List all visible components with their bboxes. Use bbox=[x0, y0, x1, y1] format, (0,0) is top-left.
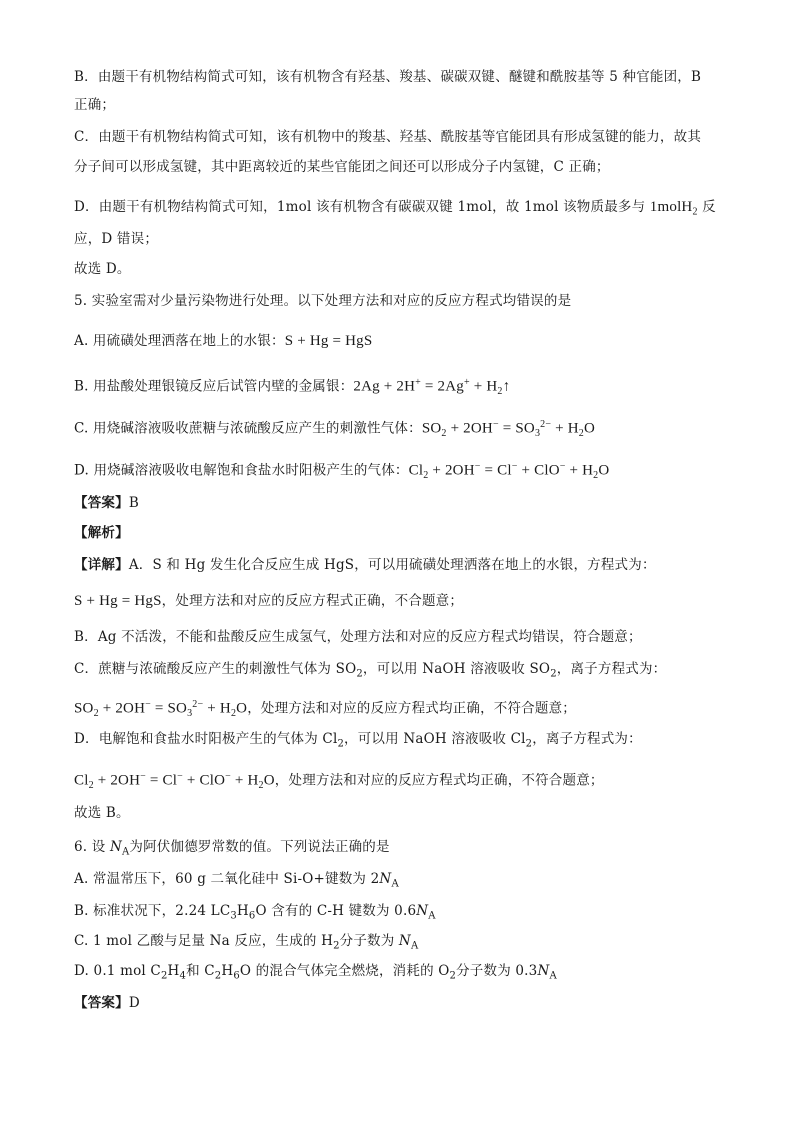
text-fragment: 故选 D。 bbox=[74, 261, 131, 277]
text-fragment: 故选 B。 bbox=[74, 805, 130, 821]
formula-fragment: O bbox=[598, 462, 610, 479]
text-fragment: 分子数为 bbox=[339, 933, 399, 949]
formula-fragment: O bbox=[236, 700, 248, 717]
text-line bbox=[74, 128, 701, 146]
text-fragment: B. 标准状况下，2.24 LC bbox=[74, 903, 231, 919]
text-fragment: A bbox=[410, 940, 419, 952]
formula-fragment: − bbox=[145, 699, 151, 710]
text-fragment: 正确； bbox=[74, 97, 116, 113]
text-line bbox=[74, 458, 609, 485]
formula-fragment: O bbox=[263, 772, 275, 789]
text-fragment: A bbox=[391, 878, 399, 890]
text-fragment: 2 bbox=[214, 970, 222, 982]
formula-fragment: Cl bbox=[408, 462, 424, 479]
formula-fragment: + 2OH bbox=[428, 462, 475, 479]
text-line bbox=[74, 932, 418, 956]
text-fragment: B bbox=[128, 495, 139, 511]
section-tag: 【答案】 bbox=[74, 995, 129, 1011]
text-fragment: O 的混合气体完全燃烧，消耗的 O bbox=[239, 963, 450, 979]
formula-fragment: Cl bbox=[74, 772, 89, 789]
text-line bbox=[74, 198, 716, 222]
text-line bbox=[74, 730, 642, 754]
text-fragment: A．S 和 Hg 发生化合反应生成 HgS，可以用硫磺处理洒落在地上的水银，方程式为： bbox=[128, 557, 656, 573]
text-fragment: D．由题干有机物结构简式可知，1mol 该有机物含有碳碳双键 1mol，故 1mol 该物质最多与 bbox=[74, 199, 650, 215]
formula-fragment: + ClO bbox=[182, 772, 226, 789]
formula-fragment: 2 bbox=[423, 470, 429, 482]
section-tag: 【详解】 bbox=[74, 557, 129, 573]
formula-fragment: + ClO bbox=[517, 462, 560, 479]
text-fragment: ，离子方程式为： bbox=[556, 661, 667, 677]
text-fragment: 2 bbox=[449, 970, 457, 982]
formula-fragment: 2− bbox=[192, 699, 204, 710]
formula-fragment: 2 bbox=[441, 428, 447, 440]
text-line bbox=[74, 494, 139, 512]
text-fragment: 4 bbox=[179, 970, 187, 982]
text-fragment: N bbox=[109, 839, 122, 855]
text-fragment: 5. 实验室需对少量污染物进行处理。以下处理方法和对应的反应方程式均错误的是 bbox=[74, 293, 572, 309]
text-fragment: 2 bbox=[160, 970, 168, 982]
text-line bbox=[74, 524, 129, 542]
text-fragment: ，可以用 NaOH 溶液吸收 SO bbox=[362, 661, 551, 677]
text-fragment: 2 bbox=[356, 668, 363, 680]
formula-fragment: S + Hg = HgS bbox=[74, 593, 162, 609]
formula-fragment: + H bbox=[203, 700, 231, 717]
formula-fragment: + H bbox=[469, 378, 498, 395]
text-fragment: B. 用盐酸处理银镜反应后试管内壁的金属银： bbox=[74, 378, 354, 395]
text-fragment: ，离子方程式为： bbox=[532, 731, 642, 747]
text-line bbox=[74, 68, 701, 86]
text-line bbox=[74, 96, 115, 114]
text-fragment: 反 bbox=[697, 199, 716, 215]
formula-fragment: 2 bbox=[593, 470, 599, 482]
formula-fragment: O bbox=[583, 420, 596, 437]
text-fragment: A. 常温常压下，60 g 二氧化硅中 Si-O+键数为 2 bbox=[74, 871, 380, 887]
formula-fragment: − bbox=[474, 461, 481, 472]
text-line bbox=[74, 230, 158, 248]
text-fragment: C. 1 mol 乙酸与足量 Na 反应，生成的 H bbox=[74, 933, 334, 949]
formula-fragment: SO bbox=[74, 700, 94, 717]
formula-fragment: 2 bbox=[497, 386, 503, 398]
text-fragment: N bbox=[416, 903, 429, 919]
text-fragment: C．由题干有机物结构简式可知，该有机物中的羧基、羟基、酰胺基等官能团具有形成氢键的能力，故其 bbox=[74, 129, 702, 145]
text-fragment: H bbox=[236, 903, 249, 919]
text-fragment: A. 用硫磺处理洒落在地上的水银： bbox=[74, 333, 285, 349]
text-fragment: O 含有的 C-H 键数为 0.6 bbox=[255, 903, 417, 919]
text-line bbox=[74, 660, 666, 684]
text-fragment: 为阿伏伽德罗常数的值。下列说法正确的是 bbox=[129, 839, 390, 855]
formula-fragment: 2 bbox=[93, 708, 99, 720]
text-line bbox=[74, 870, 399, 894]
text-fragment: H bbox=[221, 963, 234, 979]
formula-fragment: + H bbox=[565, 462, 594, 479]
formula-fragment: + 2OH bbox=[98, 700, 146, 717]
text-fragment: D．电解饱和食盐水时阳极产生的气体为 Cl bbox=[74, 731, 338, 747]
text-fragment: D bbox=[128, 995, 140, 1011]
text-fragment: 2 bbox=[550, 668, 557, 680]
text-line bbox=[74, 374, 510, 401]
text-fragment: C．蔗糖与浓硫酸反应产生的刺激性气体为 SO bbox=[74, 661, 357, 677]
text-fragment: N bbox=[537, 963, 550, 979]
text-fragment: 6 bbox=[248, 910, 256, 922]
formula-fragment: 2 bbox=[230, 708, 237, 720]
formula-fragment: − bbox=[559, 461, 566, 472]
text-line bbox=[74, 838, 390, 862]
formula-fragment: + bbox=[463, 377, 470, 388]
text-fragment: B．Ag 不活泼，不能和盐酸反应生成氢气，处理方法和对应的反应方程式均错误，符合题意； bbox=[74, 629, 642, 645]
formula-fragment: 2 bbox=[692, 206, 698, 218]
text-fragment: H bbox=[167, 963, 180, 979]
text-fragment: 和 C bbox=[186, 963, 215, 979]
section-tag: 【解析】 bbox=[74, 525, 129, 541]
formula-fragment: 2 bbox=[88, 780, 94, 792]
formula-fragment: 2 bbox=[578, 428, 584, 440]
formula-fragment: + 2OH bbox=[446, 420, 493, 437]
text-fragment: 2 bbox=[333, 940, 340, 952]
text-fragment: C. 用烧碱溶液吸收蔗糖与浓硫酸反应产生的刺激性气体： bbox=[74, 420, 422, 437]
text-line bbox=[74, 994, 140, 1012]
formula-fragment: 2 bbox=[258, 780, 264, 792]
text-fragment: 6 bbox=[233, 970, 240, 982]
text-fragment: A bbox=[549, 970, 557, 982]
text-line bbox=[74, 556, 656, 574]
text-line bbox=[74, 158, 610, 176]
text-line bbox=[74, 292, 571, 310]
text-line bbox=[74, 592, 463, 610]
text-fragment: A bbox=[428, 910, 436, 922]
formula-fragment: − bbox=[492, 419, 499, 430]
text-fragment: N bbox=[379, 871, 392, 887]
text-fragment: A bbox=[121, 846, 130, 858]
formula-fragment: = 2Ag bbox=[420, 378, 464, 395]
text-line bbox=[74, 768, 604, 795]
text-fragment: 分子数为 0.3 bbox=[456, 963, 538, 979]
formula-fragment: = SO bbox=[150, 700, 188, 717]
text-fragment: 3 bbox=[230, 910, 237, 922]
formula-fragment: 2− bbox=[540, 419, 552, 430]
text-fragment: ，处理方法和对应的反应方程式均正确，不符合题意； bbox=[274, 772, 604, 789]
text-line bbox=[74, 332, 372, 350]
formula-fragment: 3 bbox=[187, 708, 193, 720]
formula-fragment: 2Ag + 2H bbox=[353, 378, 416, 395]
formula-fragment: 3 bbox=[534, 428, 541, 440]
formula-fragment: SO bbox=[421, 420, 442, 437]
text-line bbox=[74, 628, 642, 646]
text-line bbox=[74, 260, 131, 278]
text-fragment: ，可以用 NaOH 溶液吸收 Cl bbox=[344, 731, 526, 747]
formula-fragment: − bbox=[177, 771, 183, 782]
text-line bbox=[74, 962, 557, 986]
formula-fragment: + 2OH bbox=[93, 772, 141, 789]
text-fragment: ，处理方法和对应的反应方程式均正确，不符合题意； bbox=[247, 700, 576, 717]
text-fragment: D. 0.1 mol C bbox=[74, 963, 161, 979]
formula-fragment: = Cl bbox=[145, 772, 178, 789]
text-fragment: 2 bbox=[337, 738, 345, 750]
formula-fragment: + bbox=[415, 377, 421, 388]
text-fragment: 应，D 错误； bbox=[74, 231, 159, 247]
text-fragment: ，处理方法和对应的反应方程式正确，不合题意； bbox=[161, 593, 464, 609]
section-tag: 【答案】 bbox=[74, 495, 129, 511]
formula-fragment: + H bbox=[230, 772, 259, 789]
formula-fragment: 1molH bbox=[649, 199, 693, 215]
text-fragment: 分子间可以形成氢键，其中距离较近的某些官能团之间还可以形成分子内氢键，C 正确； bbox=[74, 159, 610, 175]
text-fragment: B．由题干有机物结构简式可知，该有机物含有羟基、羧基、碳碳双键、醚键和酰胺基等 5 种官能团，B bbox=[74, 69, 702, 85]
text-line bbox=[74, 804, 130, 822]
formula-fragment: S + Hg = HgS bbox=[284, 333, 373, 349]
text-fragment: N bbox=[398, 933, 411, 949]
text-fragment: D. 用烧碱溶液吸收电解饱和食盐水时阳极产生的气体： bbox=[74, 462, 409, 479]
formula-fragment: − bbox=[140, 771, 146, 782]
text-fragment: 6. 设 bbox=[74, 839, 110, 855]
formula-fragment: − bbox=[511, 461, 518, 472]
text-line bbox=[74, 416, 595, 443]
formula-fragment: + H bbox=[551, 420, 579, 437]
text-line bbox=[74, 696, 576, 723]
formula-fragment: = Cl bbox=[480, 462, 512, 479]
text-line bbox=[74, 902, 436, 926]
formula-fragment: − bbox=[225, 771, 231, 782]
formula-fragment: = SO bbox=[498, 420, 535, 437]
text-fragment: 2 bbox=[525, 738, 533, 750]
formula-fragment: ↑ bbox=[502, 378, 511, 395]
